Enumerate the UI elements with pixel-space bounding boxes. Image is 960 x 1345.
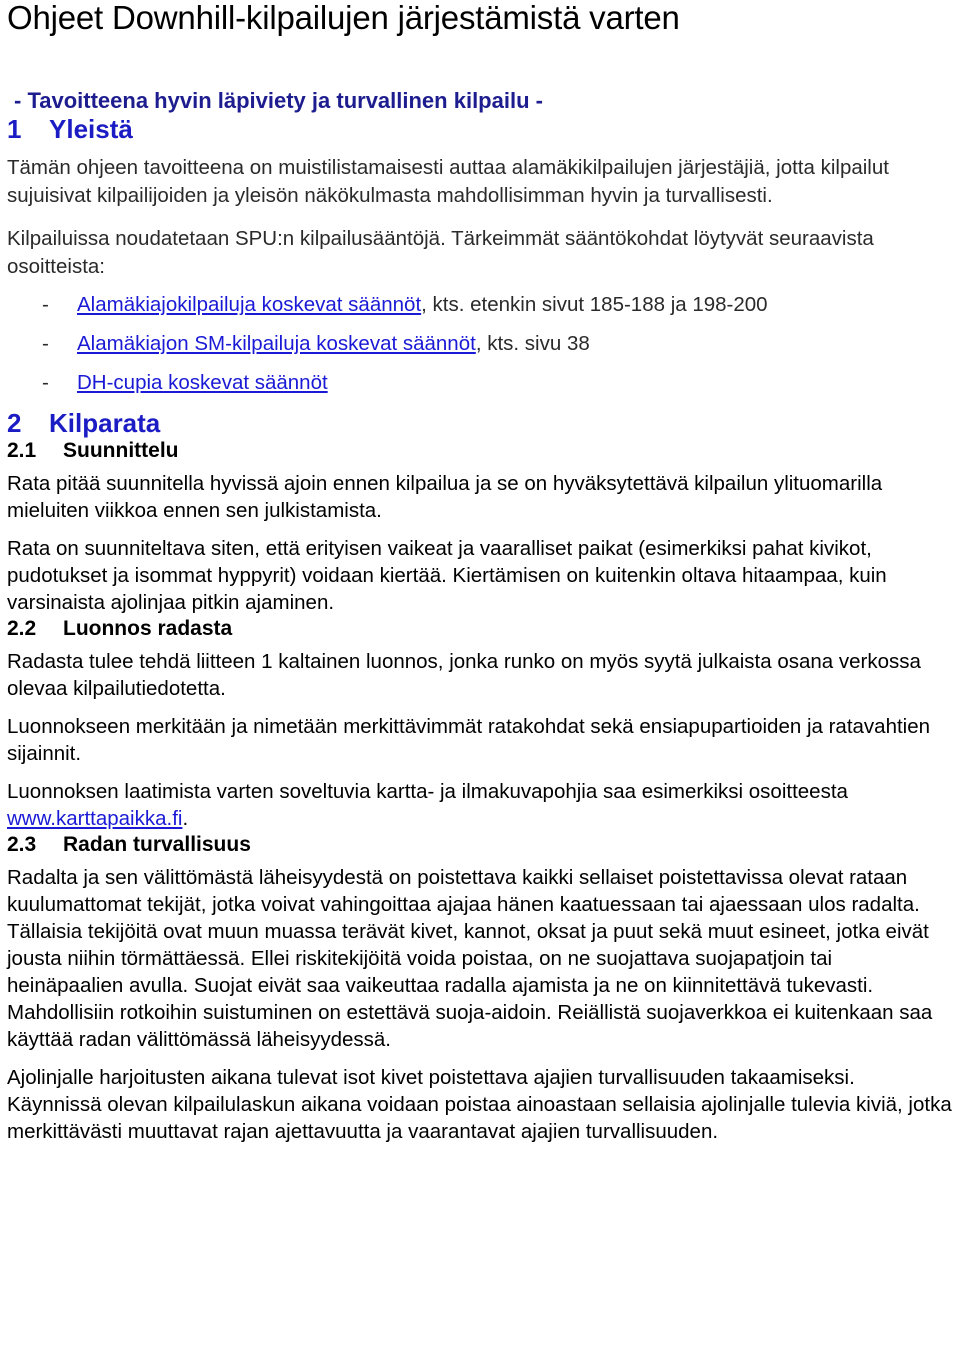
- section-number: 2: [7, 408, 22, 438]
- list-dash: -: [42, 332, 49, 355]
- subsection-heading-luonnos: [7, 616, 952, 642]
- sm-rules-link[interactable]: Alamäkiajon SM-kilpailuja koskevat säännöt: [77, 332, 476, 355]
- paragraph: Radasta tulee tehdä liitteen 1 kaltainen luonnos, jonka runko on myös syytä julkaista osana verkossa olevaa kilpailutiedotetta.: [7, 650, 921, 700]
- paragraph: Rata on suunniteltava siten, että erityisen vaikeat ja vaaralliset paikat (esimerkiksi pahat kivikot, pudotukset ja isommat hyppyrit) voidaan kiertää. Kiertämisen on kuitenkin oltava hitaampaa, kuin varsinaista ajolinjaa pitkin ajaminen.: [7, 537, 887, 614]
- paragraph: Ajolinjalle harjoitusten aikana tulevat isot kivet poistettava ajajien turvallisuuden takaamiseksi. Käynnissä olevan kilpailulaskun aikana voidaan poistaa ainoastaan sellaisia ajolinjalle tulevia kiviä, jotka merkittävästi muuttavat rajan ajettavuutta ja vaarantavat ajajien turvallisuuden.: [7, 1066, 952, 1143]
- paragraph: Luonnokseen merkitään ja nimetään merkittävimmät ratakohdat sekä ensiapupartioiden ja ratavahtien sijainnit.: [7, 715, 931, 765]
- subsection-title: Radan turvallisuus: [63, 833, 251, 856]
- paragraph: Radalta ja sen välittömästä läheisyydestä on poistettava kaikki sellaiset poistettavissa olevat rataan kuulumattomat tekijät, jotka voivat vahingoittaa ajajaa hänen kaatuessaan tai ajaessaan ulos radalta. Tällaisia tekijöitä ovat muun muassa terävät kivet, kannot, oksat ja puut sekä muut esineet, jotka eivät jousta niihin törmättäessä. Ellei riskitekijöitä voida poistaa, on ne suojattava suojapatjoin tai heinäpaalien avulla. Suojat eivät saa vaikeuttaa radalla ajamista ja ne on kiinnitettävä tukevasti. Mahdollisiin rotkoihin suistuminen on estettävä suoja-aidoin. Reiällistä suojaverkkoa ei kuitenkaan saa käyttää radan välittömässä läheisyydessä.: [7, 866, 933, 1051]
- link-suffix: , kts. etenkin sivut 185-188 ja 198-200: [421, 293, 768, 316]
- subsection-number: 2.3: [7, 833, 37, 856]
- list-dash: -: [42, 293, 49, 316]
- section-title: Yleistä: [49, 114, 133, 144]
- subsection-number: 2.2: [7, 617, 37, 640]
- subsection-title: Luonnos radasta: [63, 617, 233, 640]
- list-item: [7, 369, 952, 397]
- karttapaikka-link[interactable]: www.karttapaikka.fi: [7, 807, 183, 830]
- paragraph: [7, 778, 952, 832]
- section-number: 1: [7, 114, 22, 144]
- subsection-title: Suunnittelu: [63, 439, 179, 462]
- paragraph: Rata pitää suunnitella hyvissä ajoin ennen kilpailua ja se on hyväksytettävä kilpailun ylituomarilla mieluiten viikkoa ennen sen julkistamista.: [7, 472, 883, 522]
- subsection-heading-suunnittelu: [7, 438, 952, 464]
- section-heading-yleista: [7, 114, 952, 144]
- paragraph-text: .: [182, 807, 189, 830]
- page-title: Ohjeet Downhill-kilpailujen järjestämistä varten: [7, 0, 680, 36]
- rules-link-list: [7, 291, 952, 397]
- link-suffix: , kts. sivu 38: [475, 332, 590, 355]
- dh-cup-rules-link[interactable]: DH-cupia koskevat säännöt: [77, 371, 328, 394]
- section-heading-kilparata: [7, 408, 952, 438]
- section-title: Kilparata: [49, 408, 161, 438]
- paragraph: Kilpailuissa noudatetaan SPU:n kilpailusääntöjä. Tärkeimmät sääntökohdat löytyvät seuraavista osoitteista:: [7, 227, 874, 278]
- subsection-number: 2.1: [7, 439, 37, 462]
- paragraph-text: Luonnoksen laatimista varten soveltuvia kartta- ja ilmakuvapohjia saa esimerkiksi osoitteesta: [7, 780, 848, 803]
- list-item: [7, 330, 952, 358]
- subsection-heading-turvallisuus: [7, 832, 952, 858]
- paragraph: Tämän ohjeen tavoitteena on muistilistamaisesti auttaa alamäkikilpailujen järjestäjiä, jotta kilpailut sujuisivat kilpailijoiden ja yleisön näkökulmasta mahdollisimman hyvin ja turvallisesti.: [7, 156, 889, 207]
- list-item: [7, 291, 952, 319]
- page-subtitle: - Tavoitteena hyvin läpiviety ja turvallinen kilpailu -: [14, 88, 543, 113]
- downhill-rules-link[interactable]: Alamäkiajokilpailuja koskevat säännöt: [77, 293, 422, 316]
- list-dash: -: [42, 371, 49, 394]
